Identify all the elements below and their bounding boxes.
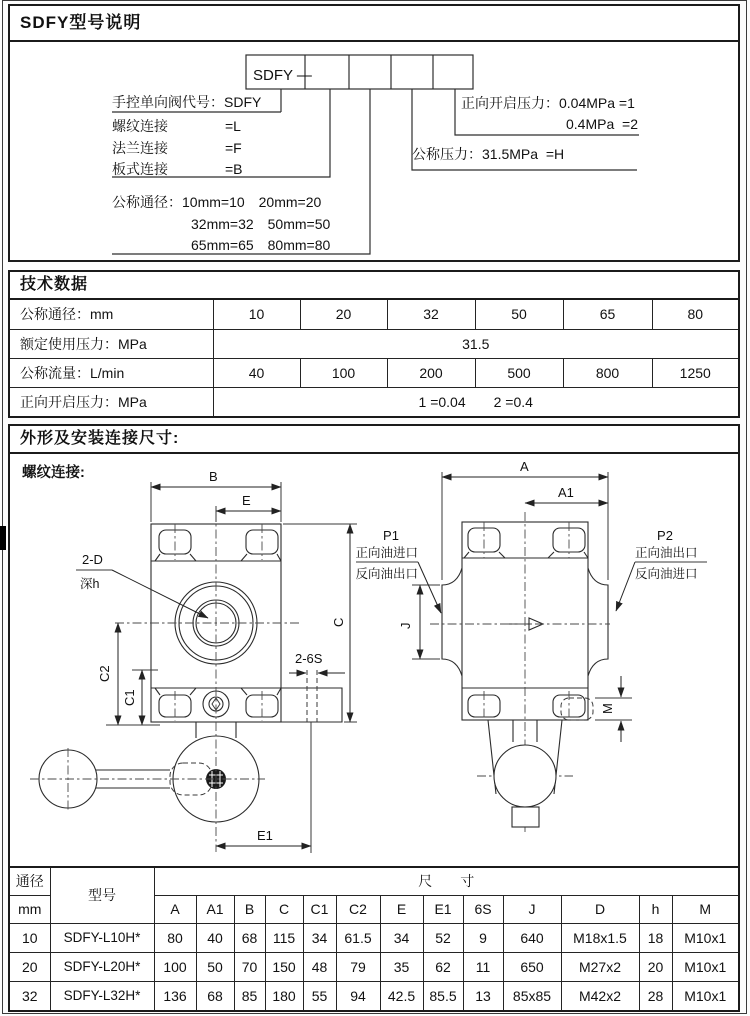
hole-label-depth: 深h bbox=[80, 577, 100, 591]
tech-label: 额定使用压力：MPa bbox=[10, 329, 213, 358]
value-cell: 40 bbox=[196, 923, 234, 952]
value-cell: 150 bbox=[265, 952, 303, 981]
scan-artifact bbox=[0, 526, 6, 550]
engineering-drawing bbox=[10, 454, 738, 866]
dim-row-32 bbox=[10, 981, 738, 1010]
section1-title: SDFY型号说明 bbox=[10, 6, 738, 42]
col-header: C bbox=[265, 895, 303, 923]
dim-row-20 bbox=[10, 952, 738, 981]
value-cell: M42x2 bbox=[561, 981, 639, 1010]
tech-row-flow bbox=[10, 358, 738, 387]
p2-flow-in: 反向油进口 bbox=[635, 567, 698, 581]
left-view-drawing bbox=[30, 469, 357, 853]
port-label-P1: P1 bbox=[383, 528, 399, 543]
dim-label-E1: E1 bbox=[257, 828, 273, 843]
hole-label-2-D: 2-D bbox=[82, 552, 103, 567]
col-header: E1 bbox=[423, 895, 463, 923]
section-tech-data bbox=[8, 270, 740, 418]
tech-value: 10 bbox=[213, 300, 300, 329]
col-header: M bbox=[672, 895, 738, 923]
tech-label: 公称通径：mm bbox=[10, 300, 213, 329]
tech-value-span: 1 =0.04 2 =0.4 bbox=[213, 387, 738, 416]
header-model: 型号 bbox=[50, 867, 154, 923]
section-model-code bbox=[8, 4, 740, 262]
value-cell: 640 bbox=[503, 923, 561, 952]
plate-connection-label: 板式连接 bbox=[112, 161, 168, 177]
col-header: E bbox=[380, 895, 423, 923]
dimension-table bbox=[10, 866, 738, 1010]
tech-value: 80 bbox=[652, 300, 738, 329]
value-cell: 20 bbox=[639, 952, 672, 981]
value-cell: 35 bbox=[380, 952, 423, 981]
tech-label: 公称流量：L/min bbox=[10, 358, 213, 387]
value-cell: 79 bbox=[336, 952, 380, 981]
opening-pressure-line-2: 0.4MPa =2 bbox=[566, 116, 638, 132]
tech-value: 200 bbox=[387, 358, 475, 387]
port-label-P2: P2 bbox=[657, 528, 673, 543]
value-cell: 62 bbox=[423, 952, 463, 981]
right-view-drawing bbox=[355, 459, 707, 832]
tech-value: 500 bbox=[475, 358, 563, 387]
dim-label-A1: A1 bbox=[558, 485, 574, 500]
bore-cell: 32 bbox=[10, 981, 50, 1010]
value-cell: 50 bbox=[196, 952, 234, 981]
value-cell: 85 bbox=[234, 981, 265, 1010]
port-boss-P2 bbox=[588, 568, 608, 676]
section3-title: 外形及安装连接尺寸: bbox=[10, 426, 738, 454]
thread-connection-value: =L bbox=[225, 118, 241, 134]
value-cell: 115 bbox=[265, 923, 303, 952]
col-header: C2 bbox=[336, 895, 380, 923]
col-header: 6S bbox=[463, 895, 503, 923]
tech-data-table bbox=[10, 300, 738, 416]
tech-value: 20 bbox=[300, 300, 387, 329]
dim-row-10 bbox=[10, 923, 738, 952]
model-cell: SDFY-L20H* bbox=[50, 952, 154, 981]
tech-label: 正向开启压力：MPa bbox=[10, 387, 213, 416]
side-tab bbox=[281, 688, 342, 722]
value-cell: 100 bbox=[154, 952, 196, 981]
model-cell: SDFY-L32H* bbox=[50, 981, 154, 1010]
value-cell: M27x2 bbox=[561, 952, 639, 981]
value-cell: 94 bbox=[336, 981, 380, 1010]
value-cell: 18 bbox=[639, 923, 672, 952]
p1-flow-out: 反向油出口 bbox=[355, 567, 418, 581]
col-header: A1 bbox=[196, 895, 234, 923]
dim-label-B: B bbox=[209, 469, 218, 484]
tech-row-opening-pressure bbox=[10, 387, 738, 416]
value-cell: M10x1 bbox=[672, 923, 738, 952]
tech-row-bore bbox=[10, 300, 738, 329]
thread-connection-caption: 螺纹连接: bbox=[22, 465, 85, 481]
section-dimensions bbox=[8, 424, 740, 1012]
port-boss-P1 bbox=[442, 568, 462, 676]
model-code-prefix: SDFY — bbox=[253, 67, 312, 84]
value-cell: 85x85 bbox=[503, 981, 561, 1010]
value-cell: M10x1 bbox=[672, 981, 738, 1010]
value-cell: 180 bbox=[265, 981, 303, 1010]
value-cell: M18x1.5 bbox=[561, 923, 639, 952]
tech-value: 800 bbox=[563, 358, 652, 387]
tech-row-rated-pressure bbox=[10, 329, 738, 358]
col-header: C1 bbox=[303, 895, 336, 923]
section2-title: 技术数据 bbox=[10, 272, 738, 300]
p2-flow-out: 正向油出口 bbox=[635, 546, 698, 560]
bore-line-1: 公称通径：10mm=10 20mm=20 bbox=[112, 194, 322, 210]
plate-connection-value: =B bbox=[225, 161, 243, 177]
value-cell: 55 bbox=[303, 981, 336, 1010]
tech-value: 1250 bbox=[652, 358, 738, 387]
value-cell: 61.5 bbox=[336, 923, 380, 952]
value-cell: 28 bbox=[639, 981, 672, 1010]
value-cell: 68 bbox=[234, 923, 265, 952]
value-cell: 9 bbox=[463, 923, 503, 952]
bore-cell: 20 bbox=[10, 952, 50, 981]
tech-value: 40 bbox=[213, 358, 300, 387]
right-view-dimensions bbox=[355, 459, 707, 742]
tech-value: 65 bbox=[563, 300, 652, 329]
model-code-diagram bbox=[10, 42, 738, 260]
thread-connection-label: 螺纹连接 bbox=[112, 118, 168, 134]
value-cell: 48 bbox=[303, 952, 336, 981]
flange-connection-label: 法兰连接 bbox=[112, 140, 168, 156]
dim-label-C: C bbox=[331, 617, 346, 627]
dim-label-C1: C1 bbox=[122, 689, 137, 706]
value-cell: 70 bbox=[234, 952, 265, 981]
value-cell: 34 bbox=[303, 923, 336, 952]
header-dimensions: 尺 寸 bbox=[154, 867, 738, 895]
outline-drawing-area bbox=[10, 454, 738, 866]
dim-label-A: A bbox=[520, 459, 529, 474]
value-cell: 68 bbox=[196, 981, 234, 1010]
header-bore-unit: mm bbox=[10, 895, 50, 923]
value-cell: 13 bbox=[463, 981, 503, 1010]
tech-value: 100 bbox=[300, 358, 387, 387]
opening-pressure-line-1: 正向开启压力：0.04MPa =1 bbox=[461, 95, 635, 111]
flange-connection-value: =F bbox=[225, 140, 242, 156]
bore-line-2: 32mm=32 50mm=50 bbox=[191, 216, 331, 232]
value-cell: 650 bbox=[503, 952, 561, 981]
dim-header-row-1 bbox=[10, 867, 738, 895]
value-cell: M10x1 bbox=[672, 952, 738, 981]
tech-value: 50 bbox=[475, 300, 563, 329]
tech-value: 32 bbox=[387, 300, 475, 329]
dim-label-M: M bbox=[600, 703, 615, 714]
value-cell: 11 bbox=[463, 952, 503, 981]
dim-label-E: E bbox=[242, 493, 251, 508]
value-cell: 34 bbox=[380, 923, 423, 952]
hand-lever bbox=[30, 722, 265, 852]
model-cell: SDFY-L10H* bbox=[50, 923, 154, 952]
col-header: J bbox=[503, 895, 561, 923]
value-cell: 80 bbox=[154, 923, 196, 952]
dim-label-2-6S: 2-6S bbox=[295, 651, 323, 666]
p1-flow-in: 正向油进口 bbox=[355, 546, 418, 560]
value-cell: 42.5 bbox=[380, 981, 423, 1010]
nominal-pressure-line: 公称压力：31.5MPa =H bbox=[412, 146, 565, 162]
header-bore: 通径 bbox=[10, 867, 50, 895]
bore-line-3: 65mm=65 80mm=80 bbox=[191, 237, 331, 253]
col-header: B bbox=[234, 895, 265, 923]
dim-label-J: J bbox=[398, 622, 413, 629]
value-cell: 136 bbox=[154, 981, 196, 1010]
bore-cell: 10 bbox=[10, 923, 50, 952]
value-cell: 52 bbox=[423, 923, 463, 952]
dim-label-C2: C2 bbox=[97, 665, 112, 682]
col-header: D bbox=[561, 895, 639, 923]
col-header: h bbox=[639, 895, 672, 923]
col-header: A bbox=[154, 895, 196, 923]
value-cell: 85.5 bbox=[423, 981, 463, 1010]
tech-value-span: 31.5 bbox=[213, 329, 738, 358]
code-label: 手控单向阀代号：SDFY bbox=[112, 94, 262, 110]
